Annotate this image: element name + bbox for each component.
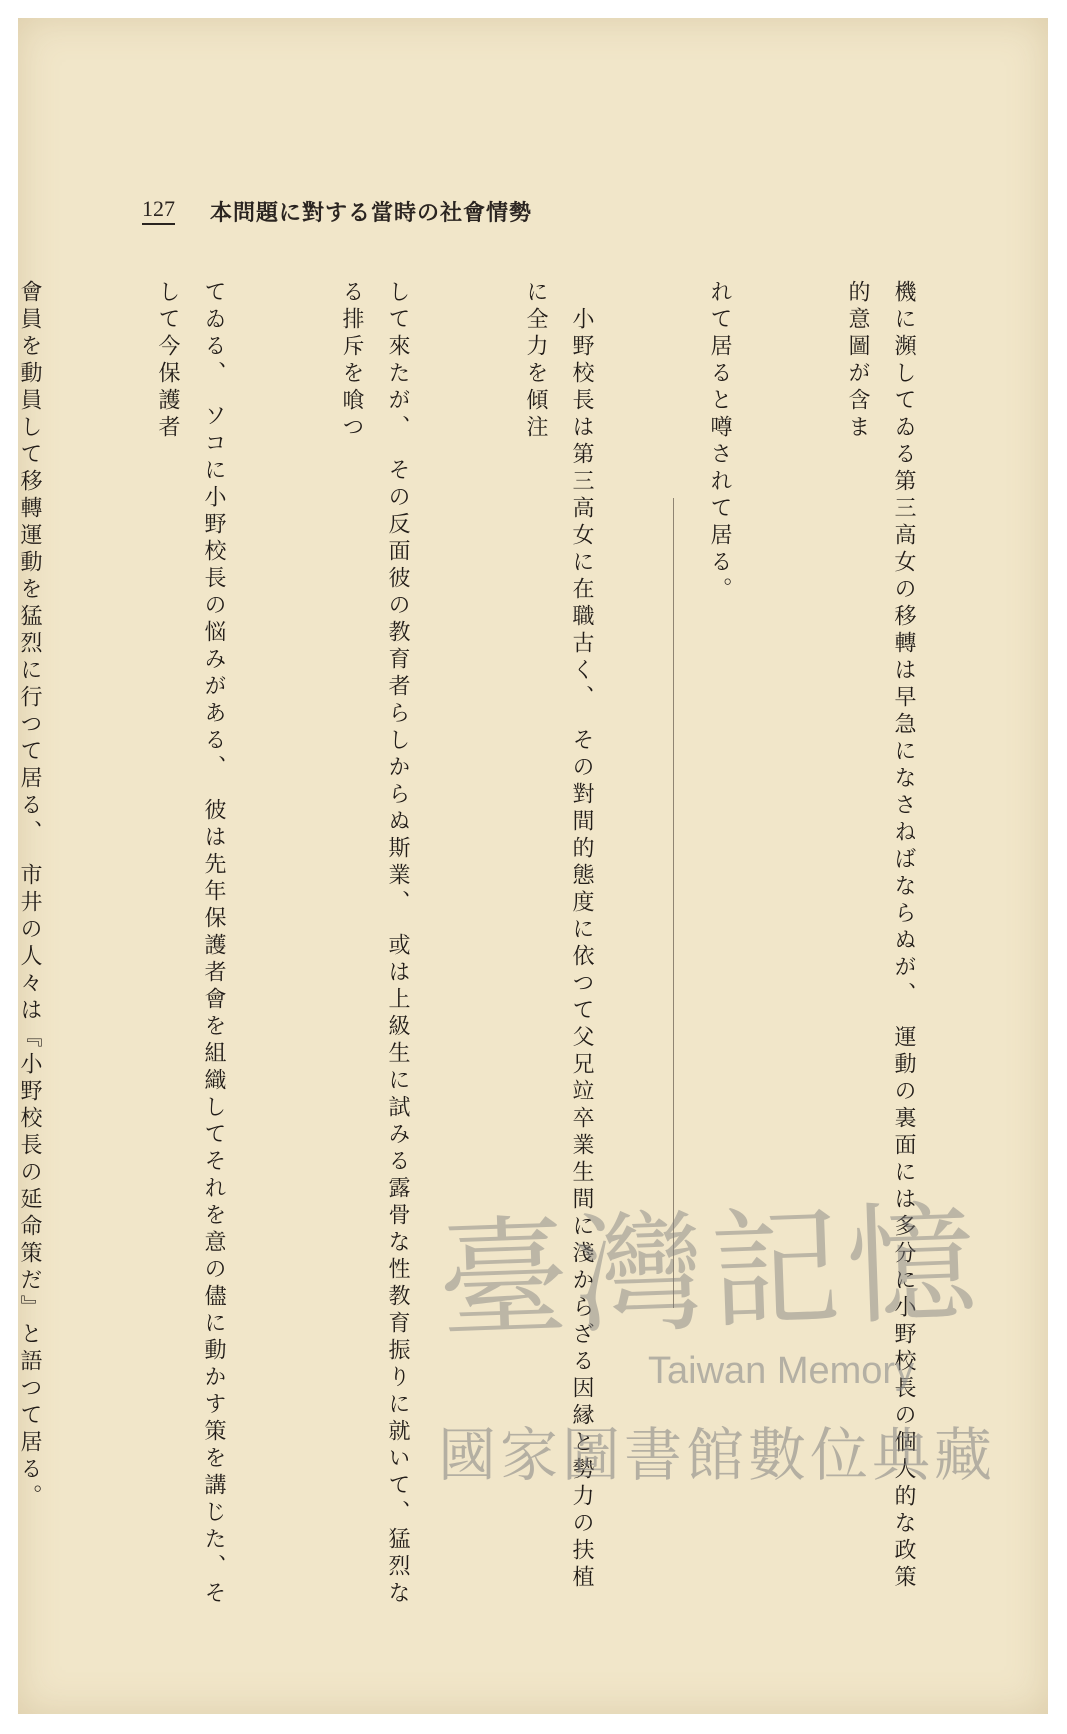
- text-column: して來たが、 その反面彼の教育者らしからぬ斯業、 或は上級生に試みる露骨な性教育振りに就いて、猛烈なる排斥を喰つ: [339, 280, 410, 1608]
- running-header: [128, 194, 548, 228]
- text-column: 小野校長は第三高女に在職古く、 その對間的態度に依つて父兄竝卒業生間に淺からざる因縁と勢力の扶植に全力を傾注: [523, 280, 594, 1592]
- running-title: 本問題に對する當時の社會情勢: [210, 200, 533, 226]
- vertical-text-body: [17, 280, 1018, 1610]
- page-number: 127: [142, 196, 175, 225]
- text-column: 會員を動員して移轉運動を猛烈に行つて居る、 市井の人々は『小野校長の延命策だ』と語つて居る。: [17, 280, 42, 1511]
- watermark-english: Taiwan Memory: [648, 1350, 915, 1392]
- watermark-sub: 國家圖書館數位典藏: [438, 1421, 997, 1489]
- watermark-main: 臺灣記憶: [435, 1186, 985, 1358]
- text-column: 機に瀕してゐる第三高女の移轉は早急になさねばならぬが、 運動の裏面には多分に小野校長の個人的な政策的意圖が含ま: [845, 280, 916, 1592]
- text-column: れて居ると噂されて居る。: [707, 280, 732, 604]
- text-column: てゐる、 ソコに小野校長の悩みがある、 彼は先年保護者會を組織してそれを意の儘に動かす策を講じた、そして今保護者: [155, 280, 226, 1608]
- scanned-page: [18, 18, 1048, 1714]
